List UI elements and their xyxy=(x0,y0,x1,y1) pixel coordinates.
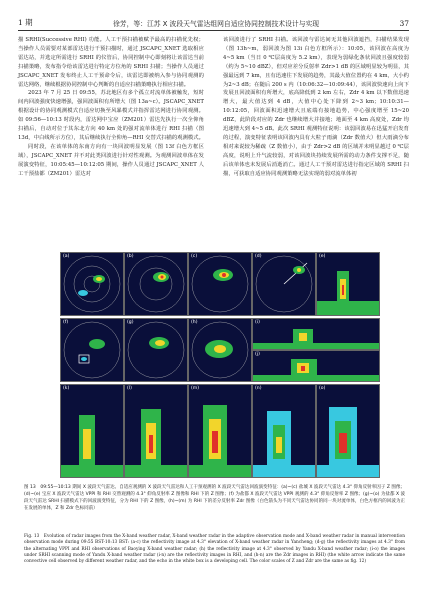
panel-label: (i) xyxy=(255,320,260,325)
ppi-image xyxy=(125,319,187,381)
header-rule xyxy=(18,30,409,31)
issue-number: 1 期 xyxy=(18,18,33,27)
panel-label: (h) xyxy=(191,320,198,325)
panel-label: (f) xyxy=(63,320,69,325)
rhi-image xyxy=(317,253,379,315)
radar-panel-f xyxy=(60,318,124,382)
rhi-image xyxy=(253,385,315,477)
paragraph: 同时段，在该单体的东南方向有一块回波明显发展（图 13f 白色方框区域），JSCAPC_XNET 并不对此类回波进行针对性观测。为观测回波单体在发展演变特征，10:05:45—10:12:05 期间，操作人员通过 JSCAPC_XNET 人工干预盐都（ZM201）雷达对 xyxy=(18,143,204,177)
radar-panel-l xyxy=(124,384,188,478)
figure-caption-english: Fig. 13 Evolution of radar images from the X-band weather radar, X-band weather radar in the adaptive observation mode and X-band weather radar in manual intervention observation mode during 09:55 BST-10:13 BST: (a-c) the reflectivity image at 4.3° elevation of X-band weather radar in Yancheng; (d-g) the reflectivity images at 4.3° from the alternating VPPI and RHI observations of Baoying X-band weather radar; (h) the reflectivity image at 4.3° observed by Yandu X-band weather radar; (i-o) the images under SRHI scanning mode of Yandu X-band weather radar (i-n) are the reflectivity images in RHI, and (h-n) are the Zdr images in RHI) (the white arrow indicate the same convective cell observed by different weather radar, and the echo in the white box is a developing cell. The color scales of Z and Zdr are the same as fig. 12) xyxy=(24,534,405,565)
radar-panel-b xyxy=(124,252,188,316)
radar-panel-j xyxy=(252,350,380,382)
rhi-image xyxy=(125,385,187,477)
left-column xyxy=(18,36,204,179)
page-number: 37 xyxy=(399,19,409,28)
rhi-image xyxy=(61,385,123,477)
figure-13 xyxy=(60,252,380,480)
rhi-image xyxy=(317,385,379,477)
panel-label: (g) xyxy=(127,320,134,325)
paragraph: 该回波进行了 SRHI 扫描。该回波与雷达间无其他回波遮挡，扫描结果发现（图 13h~m，弱回波为图 13i 白色方框所示）：10:05，该回波在高度为 4~5 km（当日 0 ℃层高度为 5.2 km），表现为弱绿化条状回波且强度较弱（约为 5~10 dBZ），但对应差分反射率 Zdr>1 dB 的区域明显较为明显，其强最远到 7 km，且有迅速往下发展的趋势，其最大值位置约在 4 km，大小约为2~3 dB；在随后 200 s 内（10:06:32—10:09:44），该回波快速向上向下发展且回波面积有所增大，底高降低到 2 km 左右，Zdr 4 km 以下数值迅速增大，最大值达到 4 dB，大值中心处下降到 2~3 km；10:10:31—10:12:05，回波面积迅速增大且底端有接地趋势，中心强度增至 15~20 dBZ，此阶段对应的 Zdr 也继续增大并接地；地面至 4 km 高度处，Zdr 均迅速增大到 4~5 dB。此次 SRHI 观测特征说明：该弱回波易在迅猛开启发育的过程，演变特征表明该回波内具有大粒子雨滴（Zdr 数值大）但大雨滴分布相对来说较为稀疏（Z 数值小），由于 Zdr>2 dB 的区域并未明显越过 0 ℃层高度，说明上升气流较弱，对该回波块持续发展所需的动力条件支撑不足，随后该单体也未发展后消逝消亡。通过人工干预对雷达进行指定区域的 SRHI 扫描，可获取自适应协同观测策略无法实现的弱对流单体初 xyxy=(223,37,409,177)
ppi-image xyxy=(189,253,251,315)
panel-label: (l) xyxy=(127,386,132,391)
panel-label: (k) xyxy=(63,386,70,391)
ppi-image xyxy=(253,253,315,315)
radar-panel-h xyxy=(188,318,252,382)
page-header xyxy=(18,14,409,28)
panel-label: (b) xyxy=(127,254,134,259)
running-title: 徐芳，等：江苏 X 波段天气雷达组网自适应协同控制技术设计与实现 xyxy=(113,20,320,28)
panel-label: (o) xyxy=(319,386,326,391)
panel-label: (n) xyxy=(255,386,262,391)
panel-label: (m) xyxy=(191,386,200,391)
rhi-image xyxy=(253,319,379,349)
ppi-image xyxy=(125,253,187,315)
radar-panel-k xyxy=(60,384,124,478)
radar-panel-e xyxy=(316,252,380,316)
rhi-image xyxy=(189,385,251,477)
ppi-image xyxy=(61,319,123,381)
radar-panel-m xyxy=(188,384,252,478)
panel-label: (e) xyxy=(319,254,326,259)
panel-label: (c) xyxy=(191,254,198,259)
panel-label: (a) xyxy=(63,254,70,259)
radar-panel-c xyxy=(188,252,252,316)
paragraph: 描 SRHI(Successive RHI) 功能。人工干预扫描被赋予最高的扫描优先权；当操作人员需要对某部雷达进行干预扫描时，通过 JSCAPC_XNET 选取相应雷达站，并选定所需进行 SRHI 的仪管后，协同控制中心即刻将让该雷达当前扫描策略，发布指令给该雷达进行特定方位角的 SRHI 扫描；当操作人员通过 JSCAPC_XNET 发布终止人工干预命令后，该雷达即被纳入参与协同观测的雷达网络，继续根据协同控制中心判断的自适应扫描策略执行相应扫描。 xyxy=(18,37,204,88)
paragraph: 2023 年 7 月 25 日 09:55，苏北地区有多个孤立对流单体被触发，短时间内回波强度快速增强，强回波面积有所增大（图 13a~c）。JSCAPC_XNET 根据设计的协同观测模式自适应切换至风暴模式并指挥雷达网进行协同观测。如 09:56—10:13 时段内，雷达网中宝应（ZM201）雷达先执行一次全仰角扫描后，自动对位于其东北方向 40 km 处的强对流单体进行 RHI 扫描（图 13d，中白线所示方位），其后继续执行全仰角—RHI 交替式扫描的观测模式。 xyxy=(18,90,204,141)
right-column xyxy=(223,36,409,179)
ppi-image xyxy=(61,253,123,315)
radar-panel-a xyxy=(60,252,124,316)
panel-label: (j) xyxy=(255,352,260,357)
panel-label: (d) xyxy=(255,254,262,259)
figure-caption-chinese: 图 13 09:55—10:13 期间 X 波段天气雷达、自适应观测的 X 波段天气雷达和人工干预观测的 X 波段天气雷达回波演变特征：(a)~(c) 盐城 X 波段天气雷达 4.3° 仰角反射率因子 Z 图像；(d)~(e) 宝应 X 波段天气雷达 VPPI 和 RHI 交替观测的 4.3° 仰角反射率 Z 图像和 RHI 下的 Z 图像；(f) 为盐都 X 波段天气雷达 VPPI 观测的 4.3° 仰角反射率 Z 图像；(g)~(o) 为盐都 X 波段天气雷达 SRHI 扫描模式下的回波演变特征，分为 RHI 下的 Z 图像，(h)~(m) 为 RHI 下的差分反射率 Zdr 图像（白色箭头为不同天气雷达协同的同一块对流单体，白色方框内的回波为正在发展的单体，Z 和 Zdr 色标同前） xyxy=(24,485,405,511)
ppi-image xyxy=(189,319,251,381)
radar-panel-i xyxy=(252,318,380,350)
radar-panel-n xyxy=(252,384,316,478)
radar-panel-d xyxy=(252,252,316,316)
rhi-image xyxy=(253,351,379,381)
radar-panel-g xyxy=(124,318,188,382)
radar-panel-o xyxy=(316,384,380,478)
